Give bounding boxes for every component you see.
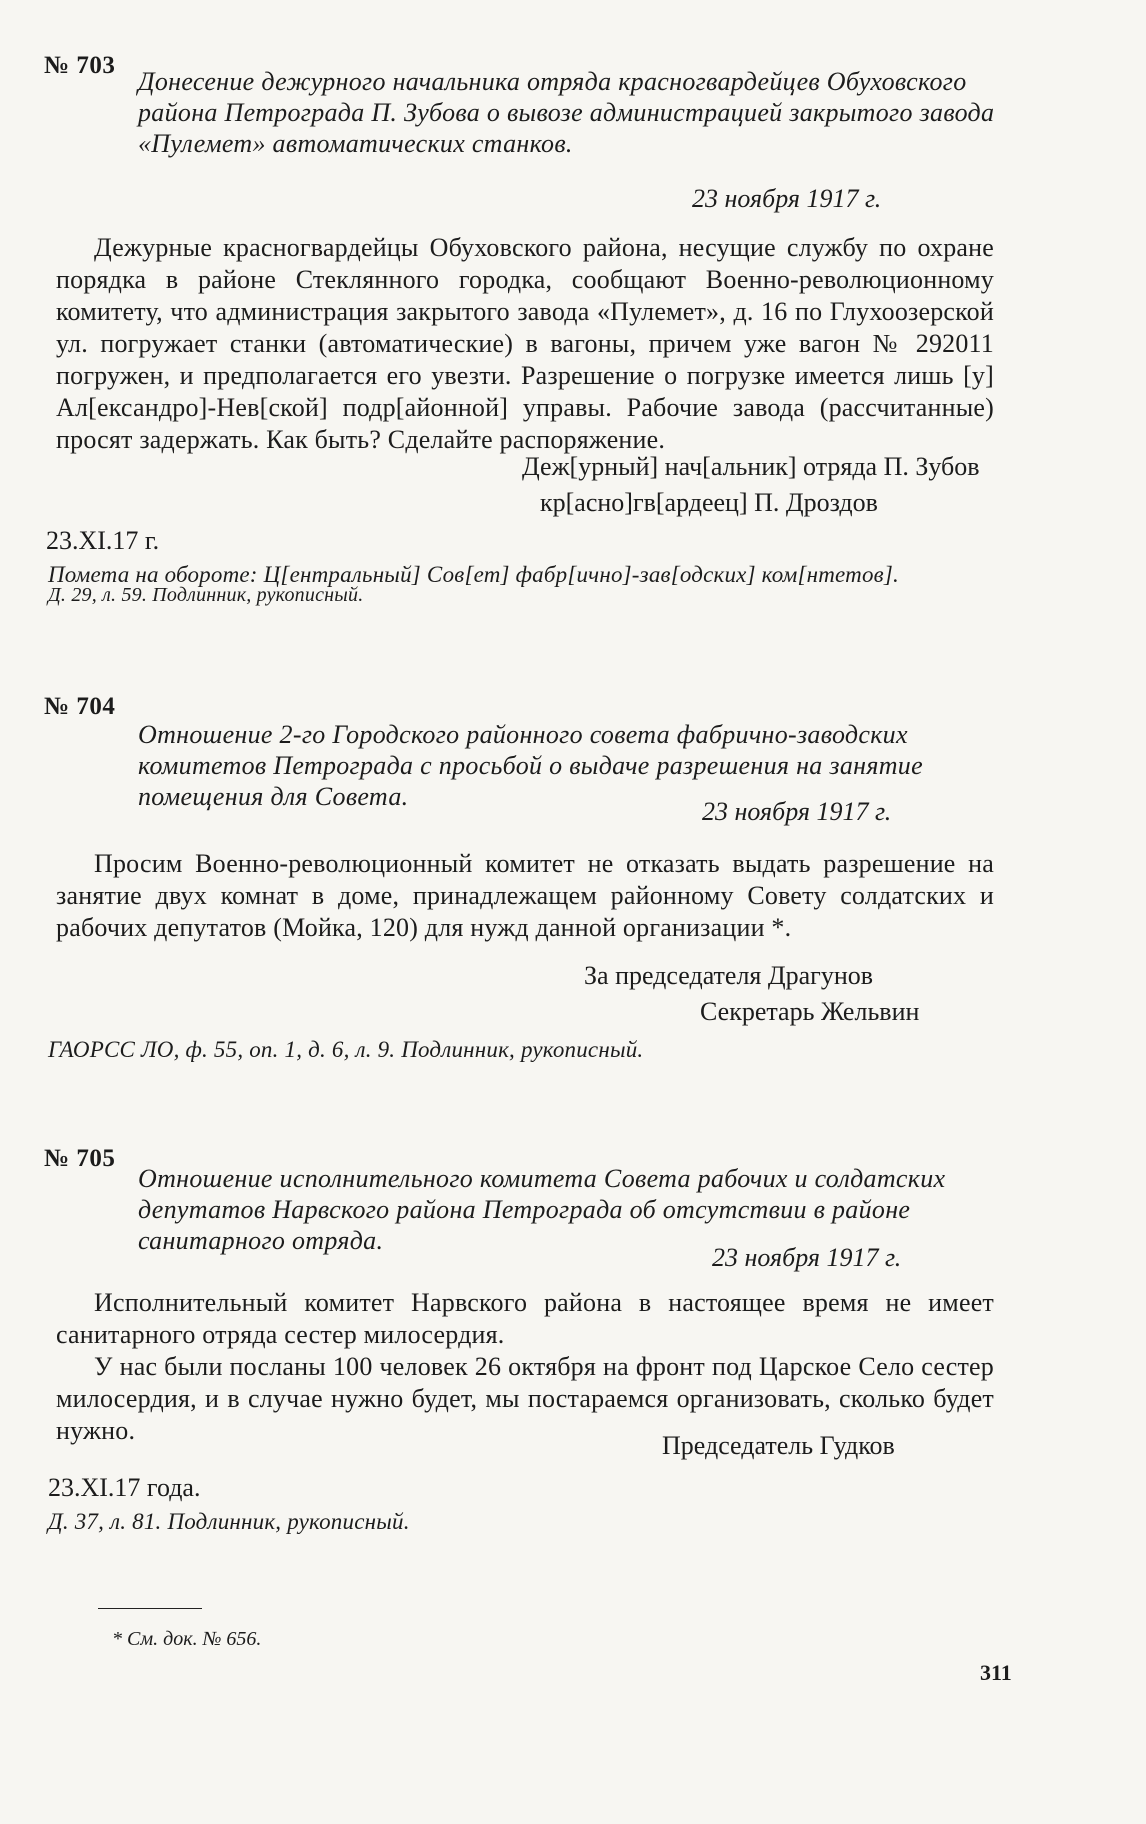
footnote-divider	[98, 1608, 202, 1609]
signature-line-2: кр[асно]гв[ардеец] П. Дроздов	[540, 488, 878, 517]
document-body: Просим Военно-революционный комитет не отказать выдать разрешение на занятие двух комнат в доме, принадлежащем районному Совету солдатских и рабочих депутатов (Мойка, 120) для нужд данной организации *.	[56, 849, 994, 942]
document-title: Отношение 2-го Городского районного совета фабрично-заводских комитетов Петрограда с просьбой о выдаче разрешения на занятие помещения для Совета.	[138, 720, 923, 811]
document-meta-date: 23.XI.17 года.	[48, 1473, 201, 1502]
footnote: * См. док. № 656.	[112, 1628, 262, 1650]
document-body-1: Исполнительный комитет Нарвского района в настоящее время не имеет санитарного отряда сестер милосердия.	[56, 1288, 994, 1349]
document-body: Дежурные красногвардейцы Обуховского района, несущие службу по охране порядка в районе Стеклянного городка, сообщают Военно-революционному комитету, что администрация закрытого завода «Пулемет», д. 16 по Глухоозерской ул. погружает станки (автоматические) в вагоны, причем уже вагон № 292011 погружен, и предполагается его увезти. Разрешение о погрузке имеется лишь [у] Ал[ександро]-Нев[ской] подр[айонной] управы. Рабочие завода (рассчитанные) просят задержать. Как быть? Сделайте распоряжение.	[56, 233, 994, 454]
document-note: Помета на обороте: Ц[ентральный] Сов[ет] фабр[ично]-зав[одских] ком[нтетов].	[48, 562, 899, 587]
document-source: Д. 37, л. 81. Подлинник, рукописный.	[48, 1509, 410, 1534]
document-meta-date: 23.XI.17 г.	[46, 526, 160, 555]
document-number: № 705	[44, 1145, 116, 1172]
signature-line-2: Секретарь Жельвин	[700, 997, 920, 1026]
document-source: ГАОРСС ЛО, ф. 55, оп. 1, д. 6, л. 9. Подлинник, рукописный.	[48, 1037, 644, 1062]
document-date: 23 ноября 1917 г.	[702, 797, 892, 826]
document-number: № 703	[44, 52, 116, 79]
document-title: Отношение исполнительного комитета Совета рабочих и солдатских депутатов Нарвского района Петрограда об отсутствии в районе санитарного отряда.	[138, 1164, 946, 1255]
document-title: Донесение дежурного начальника отряда красногвардейцев Обуховского района Петрограда П. Зубова о вывозе администрацией закрытого завода «Пулемет» автоматических станков.	[138, 67, 995, 158]
page-number: 311	[980, 1660, 1012, 1685]
signature-line-1: За председателя Драгунов	[584, 961, 874, 990]
signature-line-1: Председатель Гудков	[662, 1431, 895, 1460]
document-date: 23 ноября 1917 г.	[692, 184, 882, 213]
document-body-2: У нас были посланы 100 человек 26 октября на фронт под Царское Село сестер милосердия, и в случае нужно будет, мы постараемся организовать, сколько будет нужно.	[56, 1352, 994, 1445]
document-number: № 704	[44, 693, 116, 720]
document-source: Д. 29, л. 59. Подлинник, рукописный.	[48, 584, 364, 606]
signature-line-1: Деж[урный] нач[альник] отряда П. Зубов	[522, 452, 980, 481]
document-date: 23 ноября 1917 г.	[712, 1243, 902, 1272]
